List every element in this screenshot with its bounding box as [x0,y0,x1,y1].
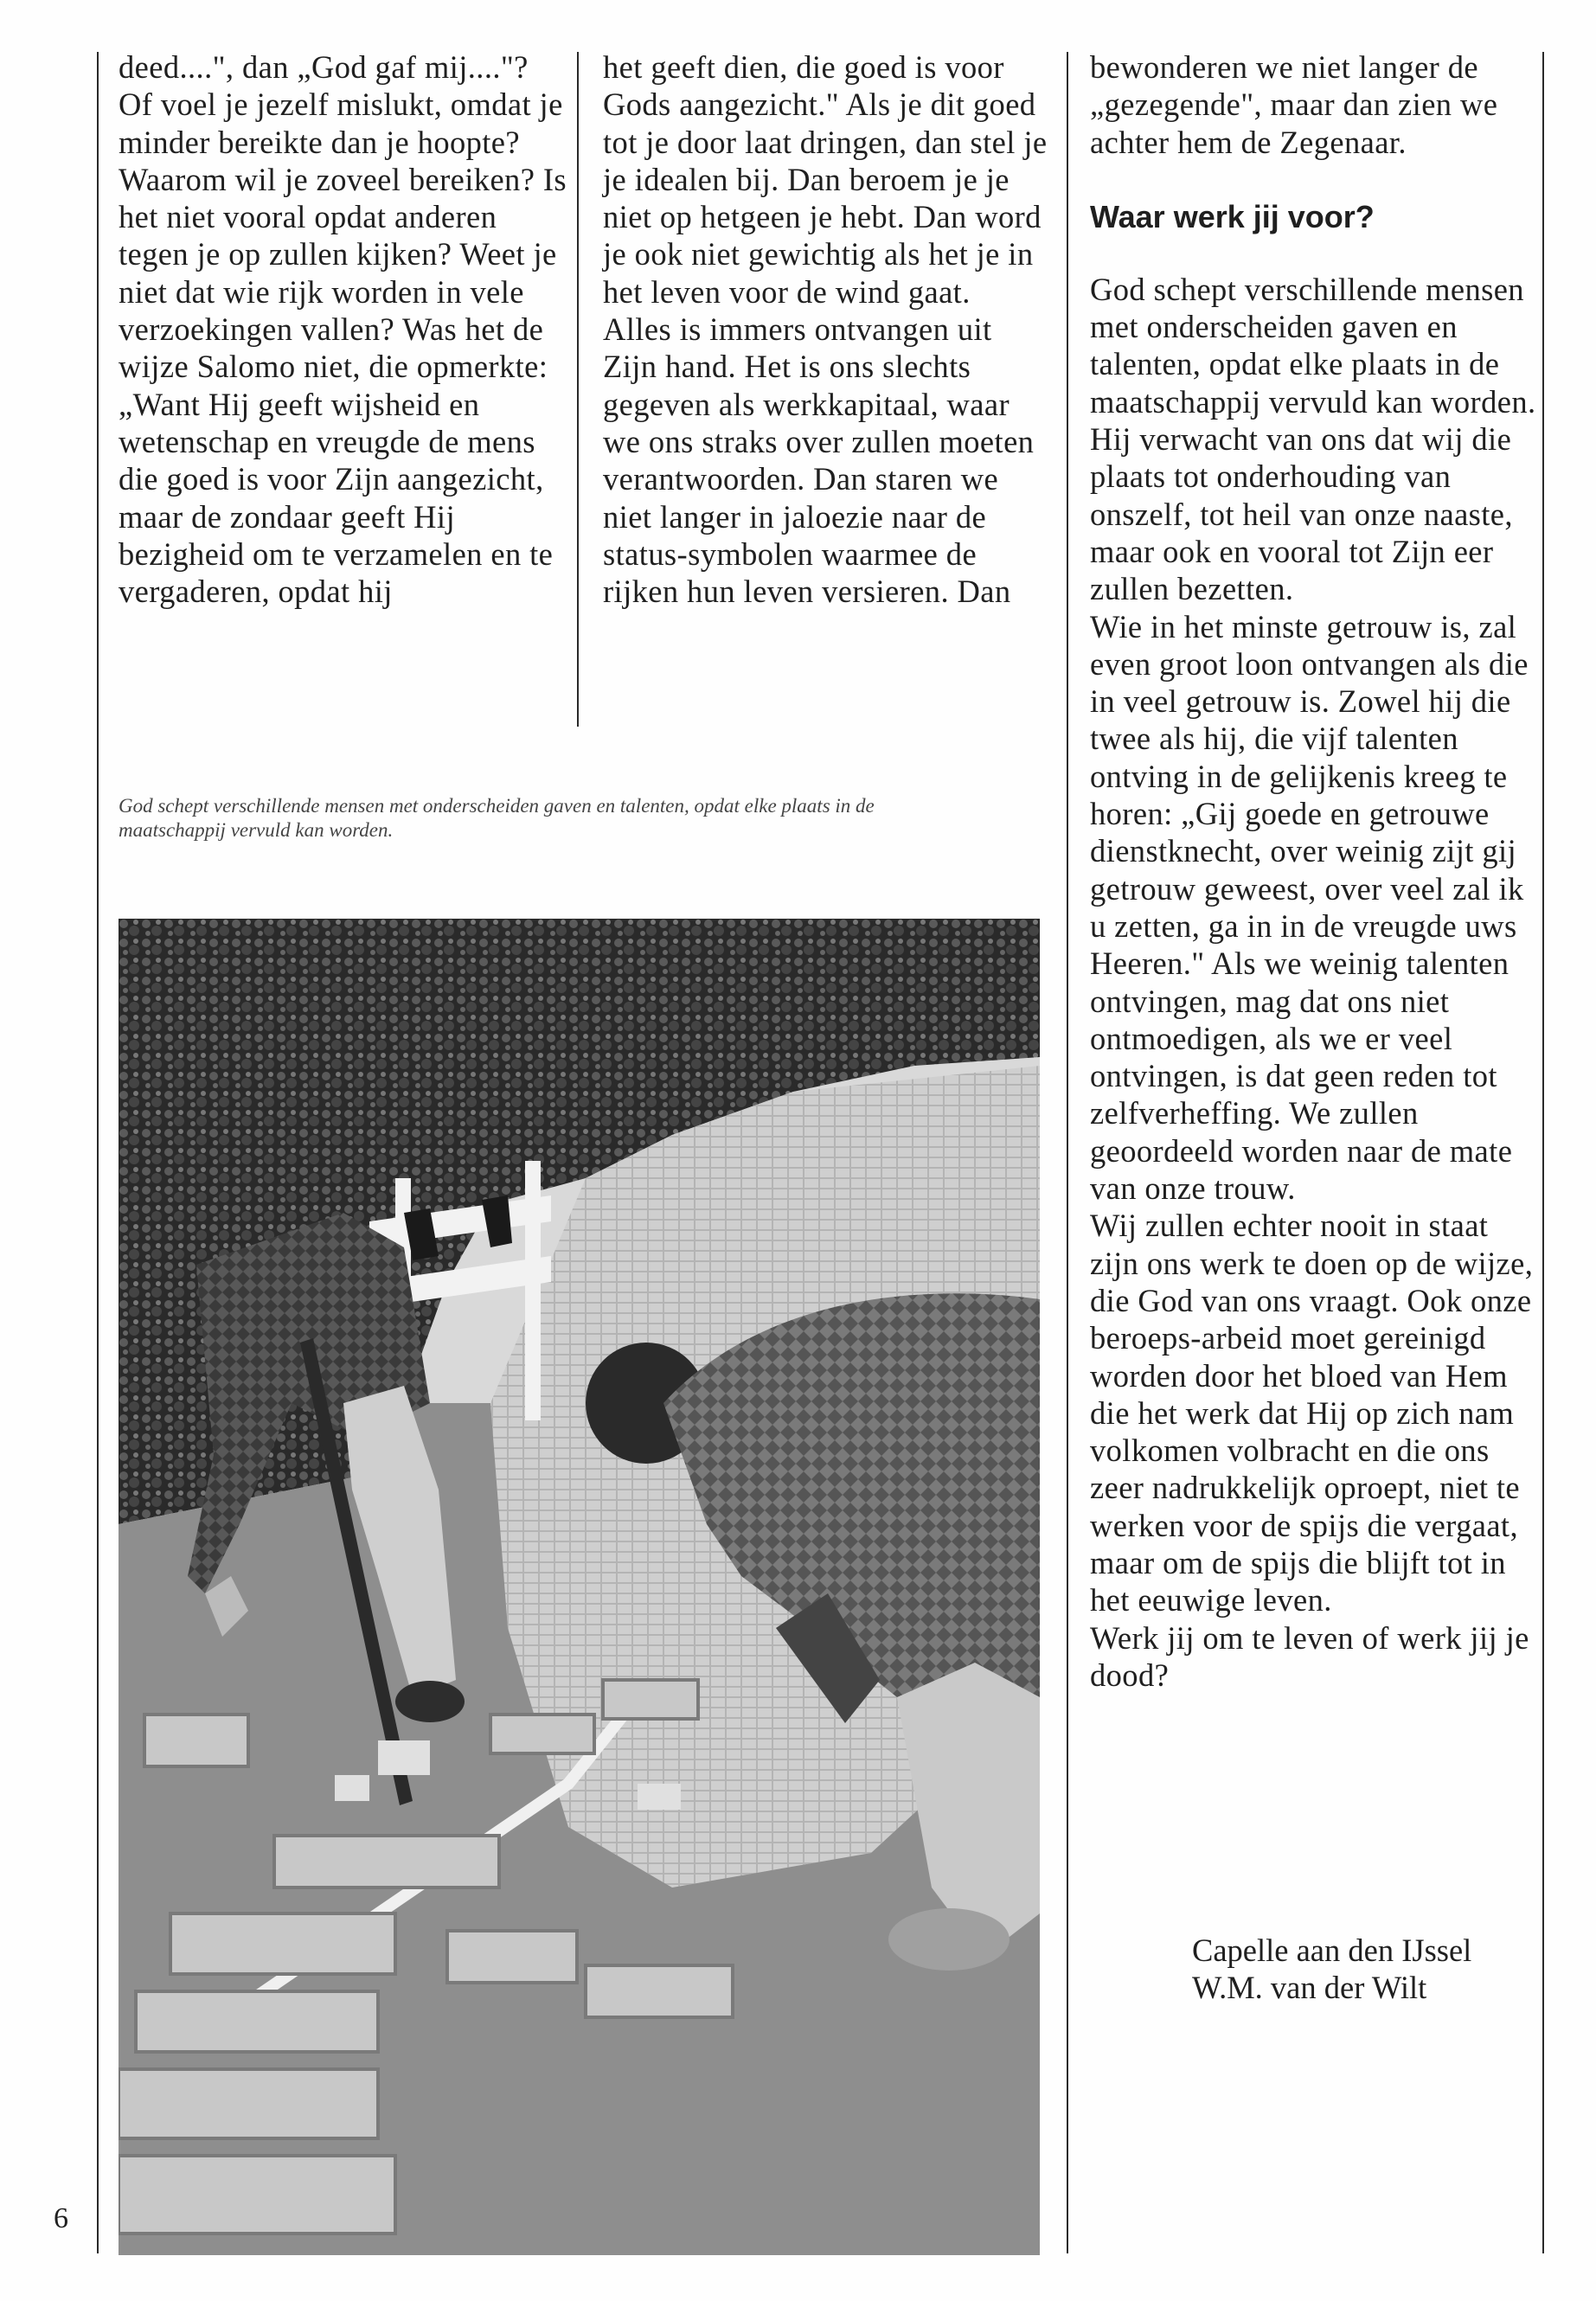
signature-block [1192,1932,1471,2006]
column-rule-left [97,52,99,2253]
column-rule-right-inner [1067,52,1068,2253]
column3-paragraph-4: Wij zullen echter nooit in staat zijn ons werk te doen op de wijze, die God van ons vraagt. Ook onze beroeps-arbeid moet gereinigd worden door het bloed van Hem die het werk dat Hij op zich nam volkomen volbracht en die ons zeer nadrukkelijk oproept, niet te werken voor de spijs die vergaat, maar om de spijs die blijft tot in het eeuwige leven. [1090,1208,1534,1618]
signature-author: W.M. van der Wilt [1192,1970,1427,2005]
photo-workers-laying-bricks [119,919,1040,2255]
column2-paragraph-1: het geeft dien, die goed is voor Gods aangezicht." Als je dit goed tot je door laat dringen, dan stel je je idealen bij. Dan beroem je je niet op hetgeen je hebt. Dan word je ook niet gewichtig als het je in het leven voor de wind gaat. [603,49,1048,310]
signature-place: Capelle aan den IJssel [1192,1932,1472,1968]
column3-paragraph-1: bewonderen we niet langer de „gezegende", maar dan zien we achter hem de Zegenaar. [1090,49,1498,160]
column3-paragraph-5: Werk jij om te leven of werk jij je dood? [1090,1619,1529,1693]
column3-paragraph-3: Wie in het minste getrouw is, zal even groot loon ontvangen als die in veel getrouw is. Zowel hij die twee als hij, die vijf talenten ontving in de gelijkenis kreeg te horen: „Gij goede en getrouwe dienstknecht, over weinig zijt gij getrouw geweest, over veel zal ik u zetten, ga in in de vreugde uws Heeren." Als we weinig talenten ontvingen, mag dat ons niet ontmoedigen, als we er veel ontvingen, is dat geen reden tot zelfverheffing. We zullen geoordeeld worden naar de mate van onze trouw. [1090,608,1529,1207]
column-rule-middle [577,52,579,727]
column3-paragraph-2: God schept verschillende mensen met onderscheiden gaven en talenten, opdat elke plaats in de maatschappij vervuld kan worden. Hij verwacht van ons dat wij die plaats tot onderhouding van onszelf, tot heil van onze naaste, maar ook en vooral tot Zijn eer zullen bezetten. [1090,271,1536,607]
photo-caption: God schept verschillende mensen met onderscheiden gaven en talenten, opdat elke plaats in de maatschappij vervuld kan worden. [119,795,875,841]
section-heading: Waar werk jij voor? [1090,198,1375,234]
column1-paragraph: deed....", dan „God gaf mij...."? Of voel je jezelf mislukt, omdat je minder bereikte dan je hoopte? Waarom wil je zoveel bereiken? Is het niet vooral opdat anderen tegen je op zullen kijken? Weet je niet dat wie rijk worden in vele verzoekingen vallen? Was het de wijze Salomo niet, die opmerkte: „Want Hij geeft wijsheid en wetenschap en vreugde de mens die goed is voor Zijn aangezicht, maar de zondaar geeft Hij bezigheid om te verzamelen en te vergaderen, opdat hij [119,49,567,610]
page-number: 6 [54,2202,68,2234]
text-column-3 [1090,48,1540,1694]
text-column-2 [603,48,1053,610]
text-column-1 [119,48,568,610]
column2-paragraph-2: Alles is immers ontvangen uit Zijn hand. Het is ons slechts gegeven als werkkapitaal, waar we ons straks over zullen moeten verantwoorden. Dan staren we niet langer in jaloezie naar de status-symbolen waarmee de rijken hun leven versieren. Dan [603,311,1035,610]
column-rule-right-outer [1542,52,1544,2253]
